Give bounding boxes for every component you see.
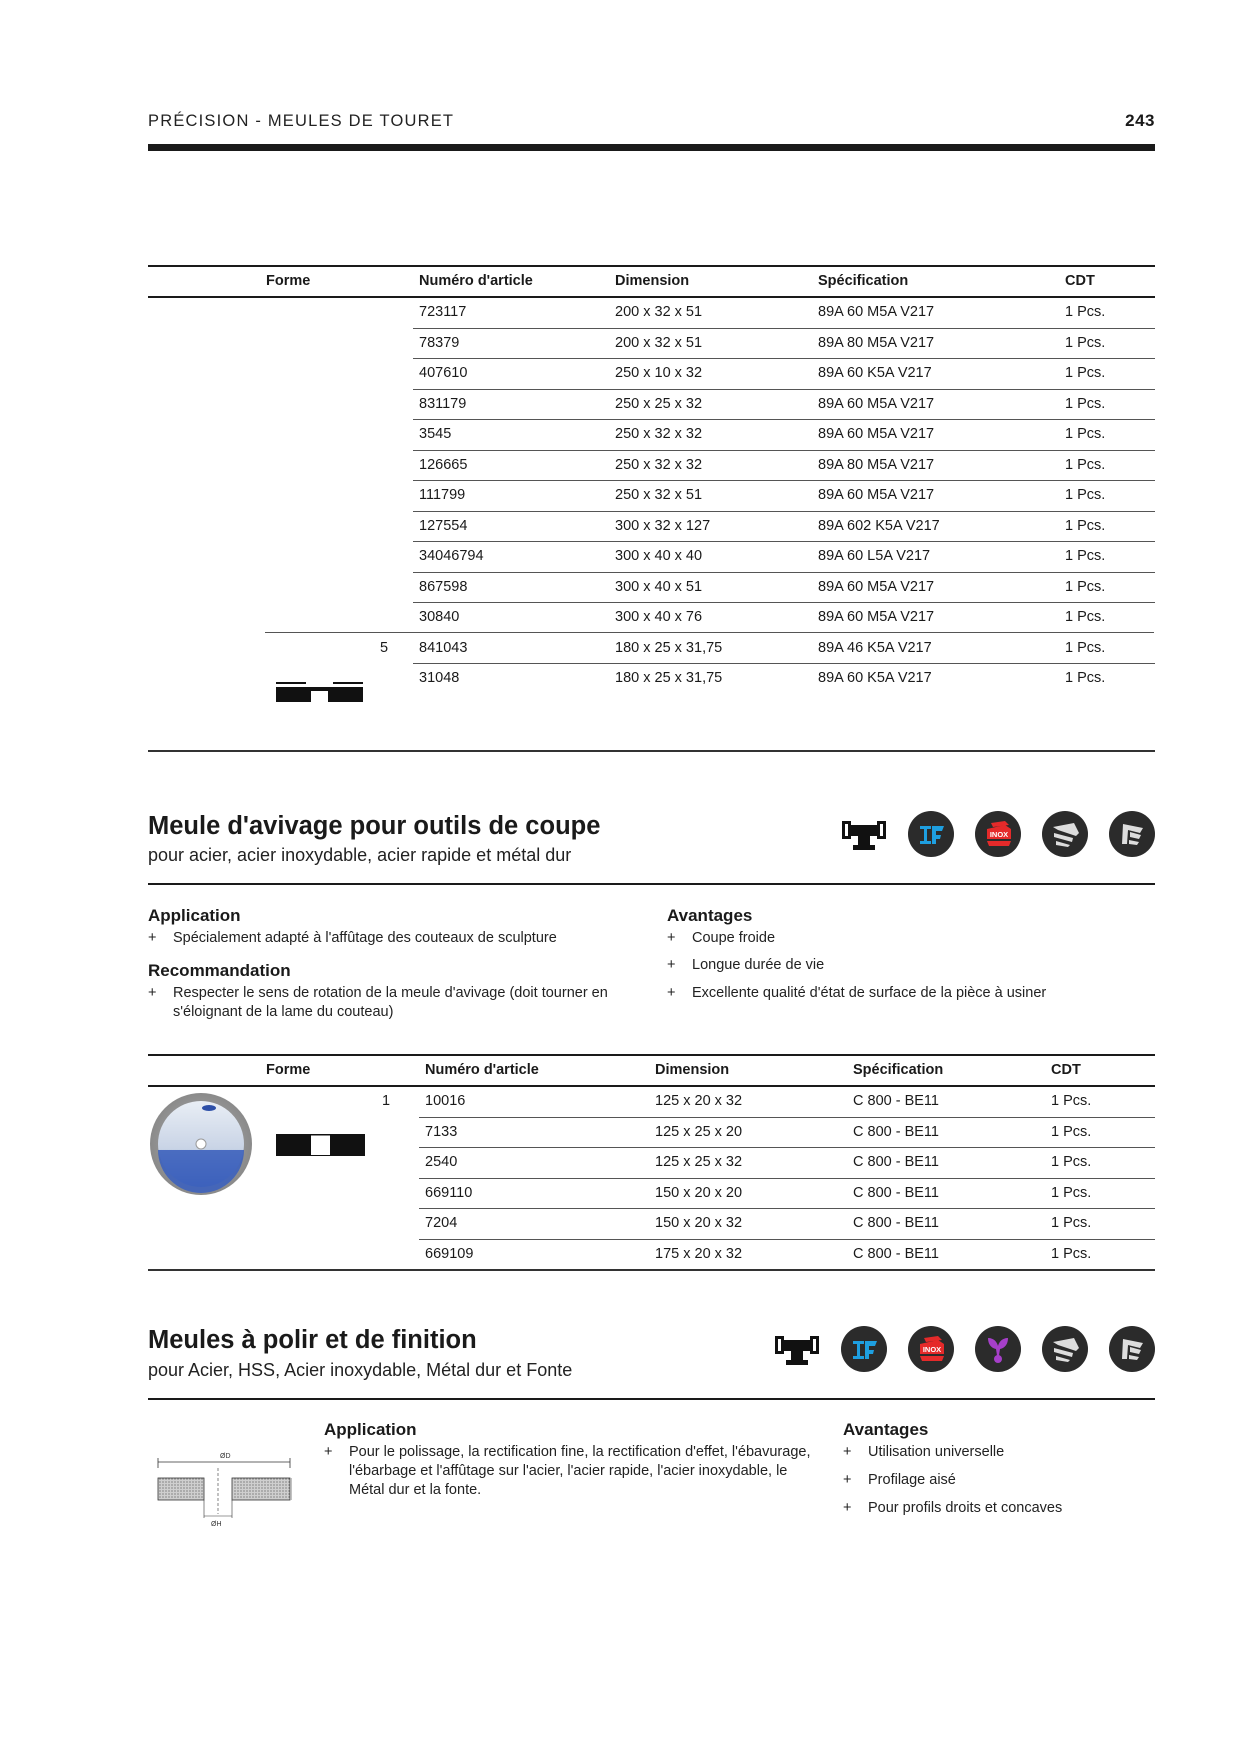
cdt-cell: 1 Pcs. <box>1065 487 1106 503</box>
dimension-cell: 200 x 32 x 51 <box>615 334 703 351</box>
table-row <box>148 298 1155 329</box>
specification-cell: 89A 602 K5A V217 <box>818 517 940 534</box>
article-number-cell: 111799 <box>419 487 466 503</box>
specification-cell: C 800 - BE11 <box>853 1245 939 1262</box>
col-forme: Forme <box>266 1062 311 1078</box>
cdt-cell: 1 Pcs. <box>1065 639 1106 656</box>
cdt-cell: 1 Pcs. <box>1065 365 1106 381</box>
article-number-cell: 669109 <box>425 1245 474 1262</box>
table-row <box>148 451 1155 482</box>
specification-cell: 89A 60 L5A V217 <box>818 548 931 564</box>
article-number-cell: 407610 <box>419 365 468 381</box>
avantage-item: + Coupe froide <box>667 930 776 946</box>
application-item: + Spécialement adapté à l'affûtage des couteaux de sculpture <box>148 930 557 946</box>
cast-iron-icon <box>975 1326 1021 1372</box>
col-article: Numéro d'article <box>425 1062 539 1078</box>
application-heading: Application <box>324 1420 417 1439</box>
article-number-cell: 841043 <box>419 639 468 656</box>
dimension-cell: 250 x 32 x 32 <box>615 426 703 442</box>
hss-icon <box>1042 811 1088 857</box>
section-subtitle: pour acier, acier inoxydable, acier rapide et métal dur <box>148 845 572 865</box>
avantages-heading: Avantages <box>667 906 753 925</box>
article-number-cell: 10016 <box>425 1093 466 1109</box>
table-row <box>148 420 1155 451</box>
col-cdt: CDT <box>1051 1062 1081 1078</box>
cdt-cell: 1 Pcs. <box>1051 1123 1092 1140</box>
cdt-cell: 1 Pcs. <box>1065 395 1106 412</box>
col-article: Numéro d'article <box>419 273 533 289</box>
cdt-cell: 1 Pcs. <box>1065 548 1106 564</box>
cdt-cell: 1 Pcs. <box>1065 670 1106 686</box>
cdt-cell: 1 Pcs. <box>1051 1184 1092 1201</box>
header-rule <box>148 144 1155 151</box>
article-number-cell: 126665 <box>419 456 468 473</box>
table-header <box>148 1056 1155 1086</box>
material-icons <box>774 1326 1155 1372</box>
specification-cell: 89A 80 M5A V217 <box>818 334 935 351</box>
avantage-item: + Profilage aisé <box>843 1472 956 1488</box>
dimension-cell: 180 x 25 x 31,75 <box>615 639 723 656</box>
article-number-cell: 34046794 <box>419 548 484 564</box>
steel-icon <box>841 1326 887 1372</box>
section-title: Meules à polir et de finition <box>148 1326 477 1354</box>
application-heading: Application <box>148 906 241 925</box>
hss-icon <box>1042 1326 1088 1372</box>
specification-cell: 89A 60 M5A V217 <box>818 304 935 320</box>
specification-cell: C 800 - BE11 <box>853 1093 939 1109</box>
table-row <box>148 1240 1155 1271</box>
table-body <box>148 1087 1155 1270</box>
product-table-2 <box>148 1054 1155 1274</box>
col-specification: Spécification <box>853 1062 944 1078</box>
application-item: + Pour le polissage, la rectification fine, la rectification d'effet, l'ébavurage, l'ébarbage et l'affûtage sur l'acier, l'acier rapide, l'acier inoxydable, le Métal dur et la fonte. <box>324 1444 811 1498</box>
svg-text:INOX: INOX <box>989 830 1009 839</box>
forme-cell: 5 <box>380 639 389 656</box>
article-number-cell: 831179 <box>419 395 467 412</box>
cdt-cell: 1 Pcs. <box>1065 578 1106 595</box>
specification-cell: 89A 80 M5A V217 <box>818 456 935 473</box>
article-number-cell: 127554 <box>419 517 468 534</box>
table-row <box>148 1179 1155 1210</box>
bench-grinder-icon <box>841 811 887 857</box>
article-number-cell: 30840 <box>419 609 460 625</box>
specification-cell: C 800 - BE11 <box>853 1215 939 1231</box>
specification-cell: 89A 60 M5A V217 <box>818 487 935 503</box>
dimension-cell: 300 x 40 x 40 <box>615 548 703 564</box>
article-number-cell: 78379 <box>419 334 460 351</box>
dimension-cell: 125 x 25 x 32 <box>655 1154 743 1170</box>
article-number-cell: 669110 <box>425 1184 473 1201</box>
cdt-cell: 1 Pcs. <box>1065 334 1106 351</box>
table-row <box>148 329 1155 360</box>
specification-cell: 89A 60 M5A V217 <box>818 609 935 625</box>
dimension-cell: 250 x 25 x 32 <box>615 395 703 412</box>
table-row <box>148 1209 1155 1240</box>
cdt-cell: 1 Pcs. <box>1065 426 1106 442</box>
recommandation-heading: Recommandation <box>148 961 291 980</box>
article-number-cell: 7133 <box>425 1123 458 1140</box>
svg-text:ØH: ØH <box>211 1521 222 1528</box>
dimension-cell: 300 x 32 x 127 <box>615 517 711 534</box>
cdt-cell: 1 Pcs. <box>1065 456 1106 473</box>
section-rule <box>148 1398 1155 1400</box>
col-dimension: Dimension <box>615 273 690 289</box>
table-row <box>148 603 1155 634</box>
steel-icon <box>908 811 954 857</box>
table-header <box>148 267 1155 297</box>
inox-icon <box>975 811 1021 857</box>
dimension-cell: 180 x 25 x 31,75 <box>615 670 723 686</box>
polishing-wheel-image <box>149 1092 253 1196</box>
col-dimension: Dimension <box>655 1062 730 1078</box>
table-row <box>148 512 1155 543</box>
catalog-page <box>148 0 1155 1754</box>
section-header-title: PRÉCISION - MEULES DE TOURET <box>148 112 455 130</box>
product-table-1 <box>148 265 1155 755</box>
article-number-cell: 3545 <box>419 426 452 442</box>
col-specification: Spécification <box>818 273 909 289</box>
article-number-cell: 867598 <box>419 578 468 595</box>
dimension-cell: 300 x 40 x 76 <box>615 609 703 625</box>
dimension-cell: 125 x 25 x 20 <box>655 1123 743 1140</box>
specification-cell: 89A 60 K5A V217 <box>818 365 932 381</box>
cdt-cell: 1 Pcs. <box>1065 609 1106 625</box>
article-number-cell: 723117 <box>419 304 467 320</box>
dimension-cell: 150 x 20 x 32 <box>655 1215 743 1231</box>
carbide-icon <box>1109 1326 1155 1372</box>
avantages-heading: Avantages <box>843 1420 929 1439</box>
cdt-cell: 1 Pcs. <box>1051 1154 1092 1170</box>
dimension-cell: 200 x 32 x 51 <box>615 304 703 320</box>
cdt-cell: 1 Pcs. <box>1065 304 1106 320</box>
svg-text:INOX: INOX <box>922 1345 942 1354</box>
recommandation-item: + Respecter le sens de rotation de la meule d'avivage (doit tourner en s'éloignant de la lame du couteau) <box>148 985 608 1020</box>
table-row <box>148 359 1155 390</box>
cdt-cell: 1 Pcs. <box>1065 517 1106 534</box>
specification-cell: 89A 60 M5A V217 <box>818 578 935 595</box>
page-number: 243 <box>1125 111 1155 130</box>
avantage-item: + Pour profils droits et concaves <box>843 1500 1063 1516</box>
specification-cell: C 800 - BE11 <box>853 1154 939 1170</box>
table-row <box>148 390 1155 421</box>
section-subtitle: pour Acier, HSS, Acier inoxydable, Métal dur et Fonte <box>148 1360 573 1380</box>
table-row <box>148 1087 1155 1118</box>
avantage-item: + Utilisation universelle <box>843 1444 1005 1460</box>
svg-text:ØD: ØD <box>220 1453 231 1460</box>
forme-cell: 1 <box>382 1093 391 1109</box>
dimension-cell: 250 x 10 x 32 <box>615 365 703 381</box>
avantage-item: + Excellente qualité d'état de surface de la pièce à usiner <box>667 985 1047 1001</box>
inox-icon <box>908 1326 954 1372</box>
table-row <box>148 573 1155 604</box>
dimension-cell: 175 x 20 x 32 <box>655 1245 743 1262</box>
wheel-profile-type1-icon <box>276 1134 365 1156</box>
material-icons <box>841 811 1155 857</box>
wheel-cross-section-diagram <box>156 1448 292 1528</box>
table-row <box>148 634 1155 665</box>
page-header <box>148 112 1155 134</box>
bench-grinder-icon <box>774 1326 820 1372</box>
dimension-cell: 250 x 32 x 51 <box>615 487 703 503</box>
specification-cell: 89A 46 K5A V217 <box>818 639 932 656</box>
col-cdt: CDT <box>1065 273 1095 289</box>
specification-cell: C 800 - BE11 <box>853 1123 939 1140</box>
carbide-icon <box>1109 811 1155 857</box>
cdt-cell: 1 Pcs. <box>1051 1093 1092 1109</box>
col-forme: Forme <box>266 273 311 289</box>
specification-cell: 89A 60 M5A V217 <box>818 395 935 412</box>
dimension-cell: 250 x 32 x 32 <box>615 456 703 473</box>
wheel-profile-type5-icon <box>276 682 363 702</box>
specification-cell: 89A 60 M5A V217 <box>818 426 935 442</box>
dimension-cell: 300 x 40 x 51 <box>615 578 703 595</box>
avantage-item: + Longue durée de vie <box>667 957 825 973</box>
article-number-cell: 7204 <box>425 1215 458 1231</box>
table-body <box>148 298 1155 695</box>
section-title: Meule d'avivage pour outils de coupe <box>148 812 601 840</box>
dimension-cell: 125 x 20 x 32 <box>655 1093 743 1109</box>
cdt-cell: 1 Pcs. <box>1051 1245 1092 1262</box>
section-rule <box>148 883 1155 885</box>
specification-cell: 89A 60 K5A V217 <box>818 670 932 686</box>
table-row <box>148 542 1155 573</box>
article-number-cell: 31048 <box>419 670 460 686</box>
cdt-cell: 1 Pcs. <box>1051 1215 1092 1231</box>
dimension-cell: 150 x 20 x 20 <box>655 1184 743 1201</box>
article-number-cell: 2540 <box>425 1154 458 1170</box>
specification-cell: C 800 - BE11 <box>853 1184 939 1201</box>
table-row <box>148 481 1155 512</box>
